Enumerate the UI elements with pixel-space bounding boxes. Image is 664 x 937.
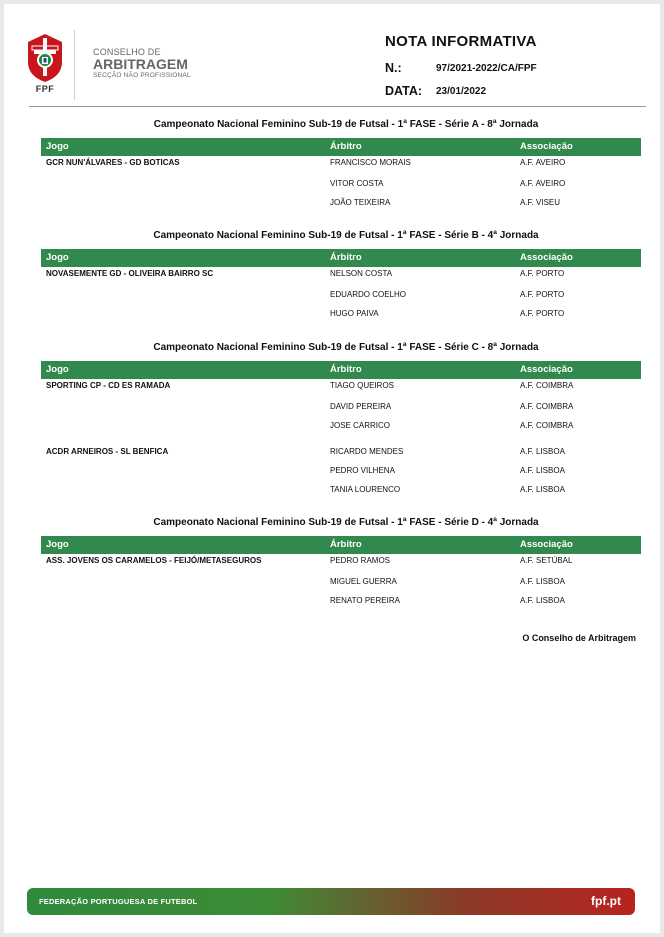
col-arbitro: Árbitro (330, 539, 362, 550)
referee-name: EDUARDO COELHO (330, 290, 407, 299)
section-title: Campeonato Nacional Feminino Sub-19 de Futsal - 1ª FASE - Série A - 8ª Jornada (153, 119, 539, 130)
table-row (41, 554, 641, 572)
footer-bar (27, 888, 635, 915)
fpf-crest-icon (24, 32, 66, 84)
table-row (41, 174, 641, 193)
header-rule (29, 106, 646, 107)
section-serie-b (41, 229, 641, 323)
referee-assoc: A.F. COIMBRA (520, 421, 574, 430)
section-title: Campeonato Nacional Feminino Sub-19 de Futsal - 1ª FASE - Série B - 4ª Jornada (153, 230, 539, 241)
table-row (41, 591, 641, 610)
game-block (41, 156, 641, 212)
table-row (41, 572, 641, 591)
signature: O Conselho de Arbitragem (522, 633, 636, 643)
referee-assoc: A.F. LISBOA (520, 466, 565, 475)
header-divider (74, 30, 75, 100)
table-header (41, 361, 641, 379)
table-row (41, 304, 641, 323)
col-jogo: Jogo (46, 141, 69, 152)
referee-name: PEDRO VILHENA (330, 466, 395, 475)
table-row (41, 461, 641, 480)
table-header (41, 138, 641, 156)
date-value: 23/01/2022 (436, 86, 487, 97)
footer-website-link[interactable]: fpf.pt (591, 894, 621, 908)
table-row (41, 193, 641, 212)
game-block (41, 267, 641, 323)
referee-name: RENATO PEREIRA (330, 596, 400, 605)
game-spacer (41, 435, 641, 442)
col-jogo: Jogo (46, 252, 69, 263)
referee-name: RICARDO MENDES (330, 447, 404, 456)
referee-assoc: A.F. PORTO (520, 309, 565, 318)
match-name: ASS. JOVENS OS CARAMELOS - FEIJÓ/METASEGUROS (46, 556, 262, 565)
col-arbitro: Árbitro (330, 141, 362, 152)
table-row (41, 442, 641, 461)
date-label: DATA: (385, 84, 423, 98)
referee-name: PEDRO RAMOS (330, 556, 391, 565)
number-value: 97/2021-2022/CA/FPF (436, 63, 537, 74)
referee-assoc: A.F. PORTO (520, 269, 565, 278)
match-name: SPORTING CP - CD ES RAMADA (46, 381, 171, 390)
referee-name: NELSON COSTA (330, 269, 393, 278)
table-row (41, 480, 641, 499)
brand-line2: ARBITRAGEM (93, 56, 188, 72)
referee-name: DAVID PEREIRA (330, 402, 392, 411)
table-header (41, 249, 641, 267)
col-associacao: Associação (520, 539, 573, 550)
referee-assoc: A.F. AVEIRO (520, 179, 566, 188)
referee-name: VITOR COSTA (330, 179, 384, 188)
game-block (41, 554, 641, 610)
brand-line1: CONSELHO DE (93, 47, 161, 57)
referee-name: TIAGO QUEIROS (330, 381, 395, 390)
col-associacao: Associação (520, 252, 573, 263)
col-arbitro: Árbitro (330, 252, 362, 263)
col-jogo: Jogo (46, 539, 69, 550)
table-header (41, 536, 641, 554)
brand-line3: SECÇÃO NÃO PROFISSIONAL (93, 72, 191, 79)
col-associacao: Associação (520, 141, 573, 152)
referee-assoc: A.F. LISBOA (520, 485, 565, 494)
referee-assoc: A.F. COIMBRA (520, 381, 574, 390)
referee-name: TANIA LOURENCO (330, 485, 401, 494)
section-title: Campeonato Nacional Feminino Sub-19 de Futsal - 1ª FASE - Série D - 4ª Jornada (153, 517, 539, 528)
table-row (41, 156, 641, 174)
referee-name: HUGO PAIVA (330, 309, 379, 318)
section-title: Campeonato Nacional Feminino Sub-19 de Futsal - 1ª FASE - Série C - 8ª Jornada (153, 342, 539, 353)
game-block (41, 379, 641, 435)
referee-assoc: A.F. SETÚBAL (520, 556, 573, 565)
referee-assoc: A.F. LISBOA (520, 447, 565, 456)
referee-assoc: A.F. COIMBRA (520, 402, 574, 411)
referee-name: FRANCISCO MORAIS (330, 158, 411, 167)
table-row (41, 416, 641, 435)
document-page (4, 4, 660, 933)
table-row (41, 285, 641, 304)
referee-assoc: A.F. LISBOA (520, 596, 565, 605)
number-label: N.: (385, 61, 402, 75)
referee-name: MIGUEL GUERRA (330, 577, 397, 586)
logo-text: FPF (35, 84, 55, 94)
fpf-logo (24, 32, 66, 102)
referee-name: JOSE CARRICO (330, 421, 391, 430)
col-associacao: Associação (520, 364, 573, 375)
table-row (41, 267, 641, 285)
table-row (41, 379, 641, 397)
match-name: ACDR ARNEIROS - SL BENFICA (46, 447, 169, 456)
match-name: NOVASEMENTE GD - OLIVEIRA BAIRRO SC (46, 269, 214, 278)
col-jogo: Jogo (46, 364, 69, 375)
game-block (41, 442, 641, 499)
document-title: NOTA INFORMATIVA (385, 33, 537, 50)
col-arbitro: Árbitro (330, 364, 362, 375)
brand-block (93, 47, 191, 80)
footer-federation-name: FEDERAÇÃO PORTUGUESA DE FUTEBOL (39, 897, 198, 906)
match-name: GCR NUN'ÁLVARES - GD BOTICAS (46, 158, 180, 167)
section-serie-d (41, 516, 641, 610)
section-serie-c (41, 341, 641, 499)
referee-assoc: A.F. VISEU (520, 198, 561, 207)
referee-name: JOÃO TEIXEIRA (330, 198, 391, 207)
table-row (41, 397, 641, 416)
referee-assoc: A.F. AVEIRO (520, 158, 566, 167)
section-serie-a (41, 118, 641, 212)
referee-assoc: A.F. LISBOA (520, 577, 565, 586)
referee-assoc: A.F. PORTO (520, 290, 565, 299)
